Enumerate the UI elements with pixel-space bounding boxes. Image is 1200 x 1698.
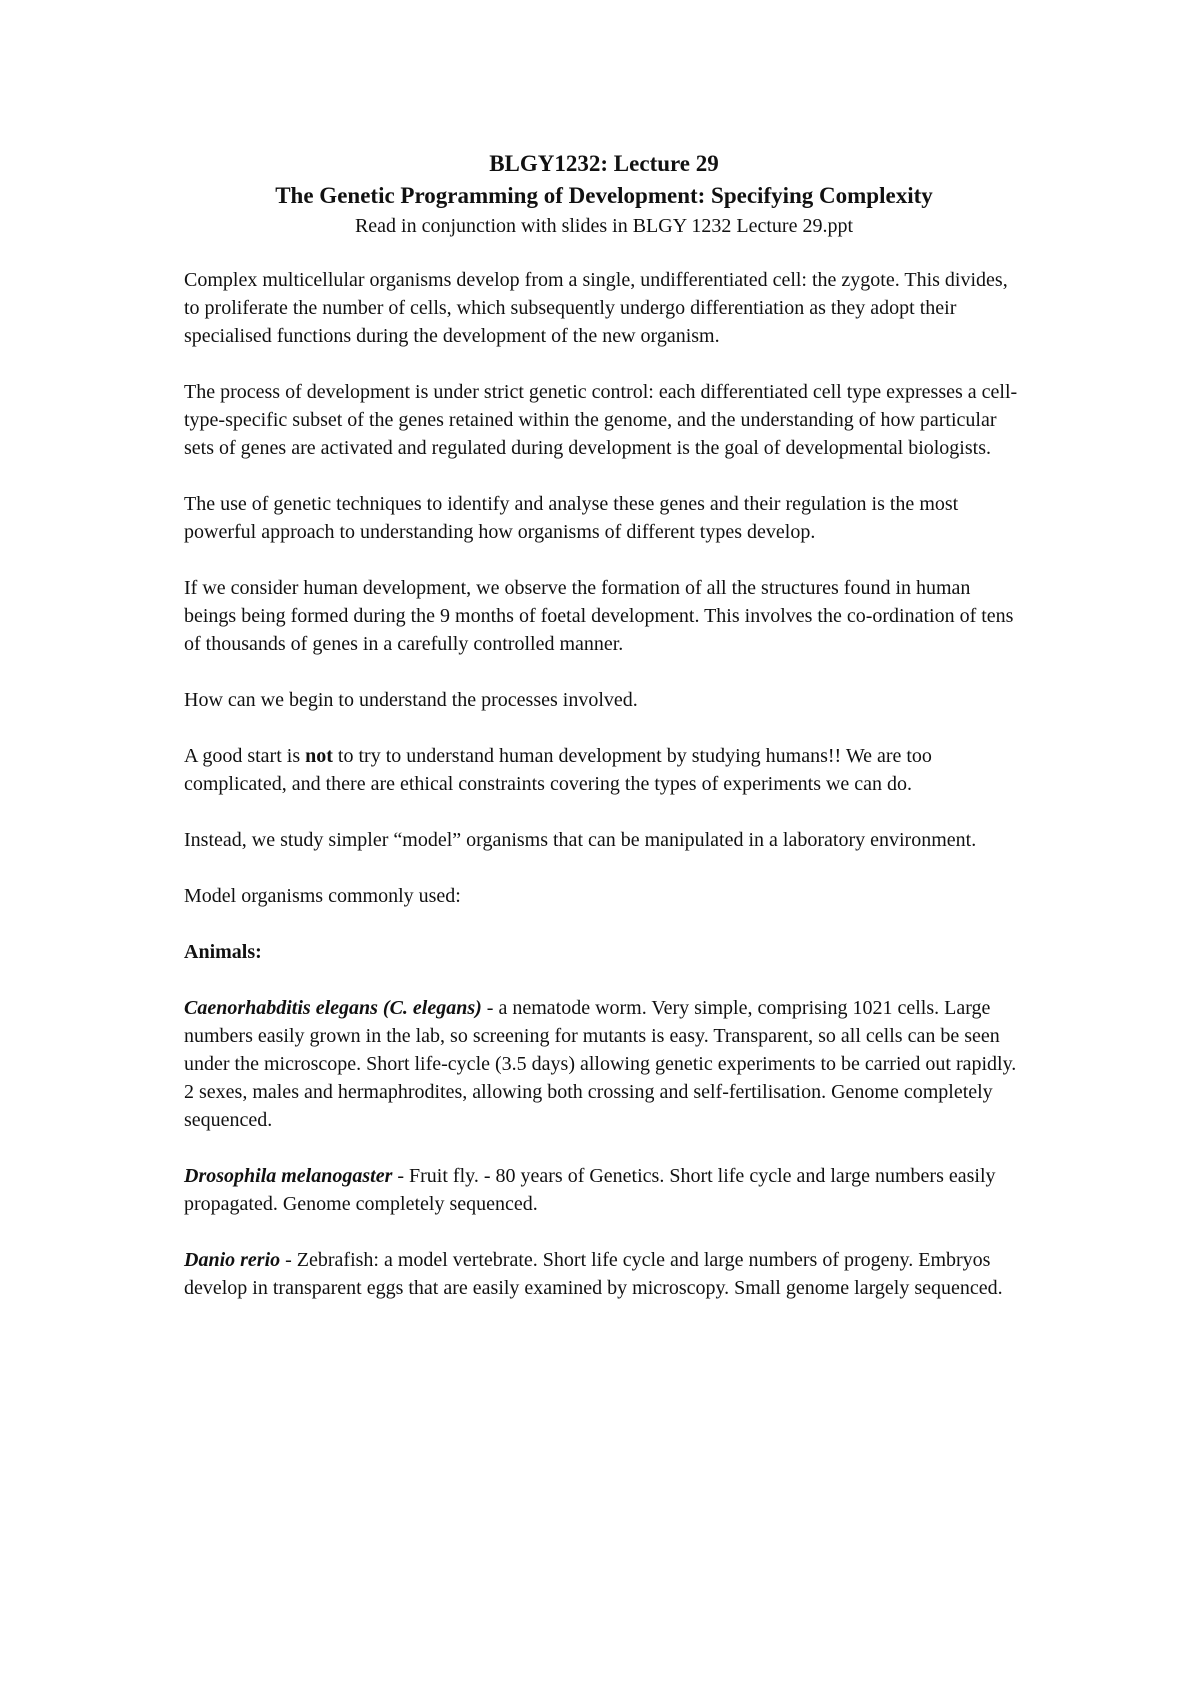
organism-name: Drosophila melanogaster	[184, 1165, 393, 1187]
paragraph-model-organisms: Instead, we study simpler “model” organisms that can be manipulated in a laboratory environment.	[184, 829, 977, 851]
paragraph-genetic-techniques: The use of genetic techniques to identify and analyse these genes and their regulation is the most powerful approach to understanding how organisms of different types develop.	[184, 493, 959, 543]
paragraph-genetic-control: The process of development is under strict genetic control: each differentiated cell type expresses a cell-type-specific subset of the genes retained within the genome, and the understanding of how particular sets of genes are activated and regulated during development is the goal of developmental biologists.	[184, 381, 1018, 459]
reading-note: Read in conjunction with slides in BLGY 1232 Lecture 29.ppt	[354, 215, 854, 237]
organism-name: Danio rerio	[184, 1249, 281, 1271]
document-page	[184, 148, 1024, 1330]
lecture-subtitle: The Genetic Programming of Development: Specifying Complexity	[275, 183, 933, 208]
paragraph-good-start	[184, 742, 1024, 798]
emphasis-not: not	[305, 745, 333, 767]
lecture-title: BLGY1232: Lecture 29	[489, 151, 719, 176]
organism-entry-c-elegans	[184, 994, 1024, 1134]
paragraph-intro: Complex multicellular organisms develop from a single, undifferentiated cell: the zygote. This divides, to proliferate the number of cells, which subsequently undergo differentiation as they adopt their specialised functions during the development of the new organism.	[184, 269, 1008, 347]
organism-entry-danio	[184, 1246, 1024, 1302]
organism-name: Caenorhabditis elegans (C. elegans)	[184, 997, 482, 1019]
organism-description: - Zebrafish: a model vertebrate. Short life cycle and large numbers of progeny. Embryos develop in transparent eggs that are easily examined by microscopy. Small genome largely sequenced.	[184, 1249, 1003, 1299]
paragraph-commonly-used: Model organisms commonly used:	[184, 885, 461, 907]
organism-description: - Fruit fly. - 80 years of Genetics. Short life cycle and large numbers easily propagated. Genome completely sequenced.	[184, 1165, 996, 1215]
paragraph-human-development: If we consider human development, we observe the formation of all the structures found in human beings being formed during the 9 months of foetal development. This involves the co-ordination of tens of thousands of genes in a carefully controlled manner.	[184, 577, 1014, 655]
organism-entry-drosophila	[184, 1162, 1024, 1218]
paragraph-question: How can we begin to understand the processes involved.	[184, 689, 638, 711]
good-start-text-a: A good start is	[184, 745, 306, 767]
good-start-text-b: to try to understand human development by studying humans!! We are too complicated, and there are ethical constraints covering the types of experiments we can do.	[184, 745, 932, 795]
animals-heading: Animals:	[184, 941, 262, 963]
organism-description: - a nematode worm. Very simple, comprising 1021 cells. Large numbers easily grown in the lab, so screening for mutants is easy. Transparent, so all cells can be seen under the microscope. Short life-cycle (3.5 days) allowing genetic experiments to be carried out rapidly. 2 sexes, males and hermaphrodites, allowing both crossing and self-fertilisation. Genome completely sequenced.	[184, 997, 1017, 1131]
